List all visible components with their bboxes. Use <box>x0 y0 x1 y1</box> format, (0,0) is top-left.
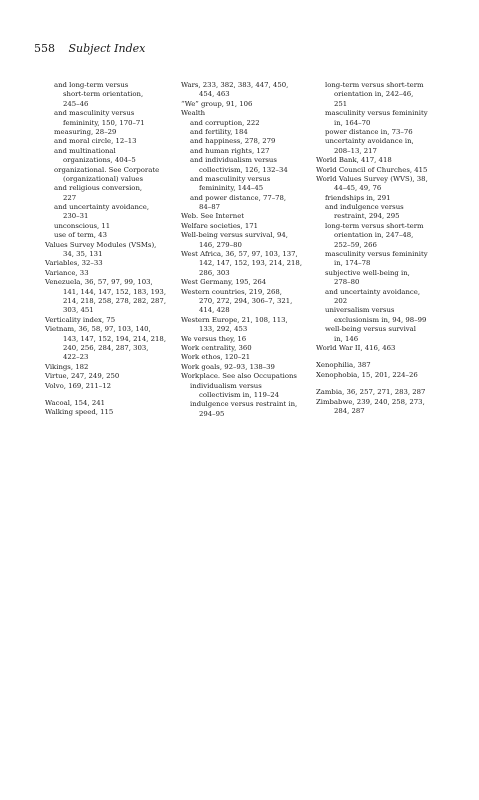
index-subentry: collectivism, 126, 132–34 <box>199 165 288 174</box>
index-subentry: and indulgence versus <box>325 203 404 212</box>
index-entry: World Council of Churches, 415 <box>316 165 428 174</box>
index-column-3 <box>316 81 446 416</box>
index-entry: Wars, 233, 382, 383, 447, 450, <box>181 81 289 89</box>
index-subentry: 230–31 <box>63 212 89 221</box>
index-subentry: and long-term versus <box>54 81 129 89</box>
index-subentry: 278–80 <box>334 278 360 287</box>
index-column-2 <box>181 81 309 419</box>
index-subentry: masculinity versus femininity <box>325 250 428 259</box>
index-subentry: organizational. See Corporate <box>54 165 160 174</box>
index-entry: Walking speed, 115 <box>45 408 114 417</box>
index-subentry: in, 146 <box>334 334 359 343</box>
index-entry: Work centrality, 360 <box>181 343 252 352</box>
index-entry: Vietnam, 36, 58, 97, 103, 140, <box>45 325 151 334</box>
index-subentry: 240, 256, 284, 287, 303, <box>63 343 149 352</box>
index-subentry: 245–46 <box>63 99 89 108</box>
index-subentry: uncertainty avoidance in, <box>325 137 414 146</box>
letter-group-gap <box>316 353 446 361</box>
index-entry: Wacoal, 154, 241 <box>45 398 105 407</box>
index-subentry: 422–23 <box>63 353 89 362</box>
index-subentry: 208–13, 217 <box>334 146 377 155</box>
index-subentry: and fertility, 184 <box>190 127 248 136</box>
index-entry: Virtue, 247, 249, 250 <box>45 372 120 381</box>
index-subentry: and religious conversion, <box>54 184 143 193</box>
index-entry: Values Survey Modules (VSMs), <box>45 240 157 249</box>
index-subentry: 286, 303 <box>199 268 230 277</box>
index-subentry: masculinity versus femininity <box>325 109 428 118</box>
index-entry: Workplace. See also Occupations <box>181 372 297 381</box>
index-subentry: 454, 463 <box>199 90 230 99</box>
index-subentry: well-being versus survival <box>325 325 416 334</box>
index-subentry: and masculinity versus <box>190 174 271 183</box>
index-subentry: in, 174–78 <box>334 259 371 268</box>
index-subentry: short-term orientation, <box>63 90 144 99</box>
index-subentry: use of term, 43 <box>54 231 107 240</box>
index-entry: Web. See Internet <box>181 212 245 221</box>
index-subentry: 284, 287 <box>334 406 365 415</box>
index-subentry: measuring, 28–29 <box>54 127 117 136</box>
index-subentry: 202 <box>334 296 348 305</box>
letter-group-gap <box>45 391 173 399</box>
index-subentry: femininity, 144–45 <box>199 184 264 193</box>
index-entry: World Bank, 417, 418 <box>316 156 392 165</box>
index-entry: Work ethos, 120–21 <box>181 353 251 362</box>
index-subentry: and individualism versus <box>190 156 277 165</box>
index-entry: Well-being versus survival, 94, <box>181 231 288 240</box>
index-subentry: and power distance, 77–78, <box>190 193 287 202</box>
index-entry: West Germany, 195, 264 <box>181 278 267 287</box>
page-number: 558 <box>34 42 55 55</box>
index-subentry: (organizational) values <box>63 174 144 183</box>
index-entry: Variables, 32–33 <box>45 259 103 268</box>
index-subentry: 146, 279–80 <box>199 240 242 249</box>
index-subentry: subjective well-being in, <box>325 268 410 277</box>
index-subentry: 214, 218, 258, 278, 282, 287, <box>63 296 167 305</box>
index-entry: “We” group, 91, 106 <box>181 99 253 108</box>
index-entry: Western countries, 219, 268, <box>181 287 282 296</box>
index-entry: Wealth <box>181 109 206 118</box>
index-entry: Western Europe, 21, 108, 113, <box>181 315 288 324</box>
index-entry: Variance, 33 <box>45 268 89 277</box>
index-subentry: individualism versus <box>190 381 262 390</box>
index-entry: World War II, 416, 463 <box>316 343 396 352</box>
index-subentry: organizations, 404–5 <box>63 156 136 165</box>
index-subentry: indulgence versus restraint in, <box>190 400 298 409</box>
index-entry: Xenophilia, 387 <box>316 361 371 370</box>
index-subentry: long-term versus short-term <box>325 221 424 230</box>
index-subentry: in, 164–70 <box>334 118 371 127</box>
index-subentry: 143, 147, 152, 194, 214, 218, <box>63 334 167 343</box>
index-subentry: 270, 272, 294, 306–7, 321, <box>199 296 293 305</box>
index-subentry: 84–87 <box>199 203 220 212</box>
index-subentry: friendships in, 291 <box>325 193 391 202</box>
index-entry: Welfare societies, 171 <box>181 221 258 230</box>
index-subentry: long-term versus short-term <box>325 81 424 89</box>
index-subentry: restraint, 294, 295 <box>334 212 400 221</box>
index-entry: Volvo, 169, 211–12 <box>45 381 112 390</box>
index-entry: Venezuela, 36, 57, 97, 99, 103, <box>45 278 153 287</box>
index-entry: World Values Survey (WVS), 38, <box>316 174 428 183</box>
index-subentry: exclusionism in, 94, 98–99 <box>334 315 427 324</box>
index-entry: West Africa, 36, 57, 97, 103, 137, <box>181 250 298 259</box>
index-subentry: 414, 428 <box>199 306 230 315</box>
index-subentry: 44–45, 49, 76 <box>334 184 382 193</box>
index-subentry: collectivism in, 119–24 <box>199 390 280 399</box>
index-subentry: universalism versus <box>325 306 395 315</box>
index-subentry: orientation in, 242–46, <box>334 90 414 99</box>
index-subentry: 34, 35, 131 <box>63 250 103 259</box>
index-subentry: 303, 451 <box>63 306 94 315</box>
index-subentry: and happiness, 278, 279 <box>190 137 276 146</box>
index-entry: Work goals, 92–93, 138–39 <box>181 362 275 371</box>
index-subentry: and uncertainty avoidance, <box>54 203 150 212</box>
index-subentry: 251 <box>334 99 348 108</box>
index-column-1 <box>45 81 173 418</box>
index-subentry: and human rights, 127 <box>190 146 270 155</box>
index-subentry: and corruption, 222 <box>190 118 260 127</box>
index-subentry: 142, 147, 152, 193, 214, 218, <box>199 259 303 268</box>
index-subentry: 294–95 <box>199 409 225 418</box>
index-entry: Vikings, 182 <box>45 362 89 371</box>
index-subentry: 227 <box>63 193 77 202</box>
index-subentry: and uncertainty avoidance, <box>325 287 421 296</box>
index-entry: Zambia, 36, 257, 271, 283, 287 <box>316 388 426 397</box>
index-entry: We versus they, 16 <box>181 334 247 343</box>
index-subentry: unconscious, 11 <box>54 221 111 230</box>
index-subentry: power distance in, 73–76 <box>325 127 413 136</box>
letter-group-gap <box>316 380 446 388</box>
index-subentry: 252–59, 266 <box>334 240 377 249</box>
index-subentry: femininity, 150, 170–71 <box>63 118 145 127</box>
page-header <box>34 43 145 55</box>
index-entry: Zimbabwe, 239, 240, 258, 273, <box>316 397 425 406</box>
running-title: Subject Index <box>68 42 146 55</box>
index-subentry: 133, 292, 453 <box>199 325 248 334</box>
index-subentry: and moral circle, 12–13 <box>54 137 137 146</box>
index-subentry: and masculinity versus <box>54 109 135 118</box>
index-entry: Verticality index, 75 <box>45 315 116 324</box>
index-subentry: 141, 144, 147, 152, 183, 193, <box>63 287 167 296</box>
index-subentry: orientation in, 247–48, <box>334 231 414 240</box>
index-entry: Xenophobia, 15, 201, 224–26 <box>316 370 418 379</box>
index-subentry: and multinational <box>54 146 116 155</box>
